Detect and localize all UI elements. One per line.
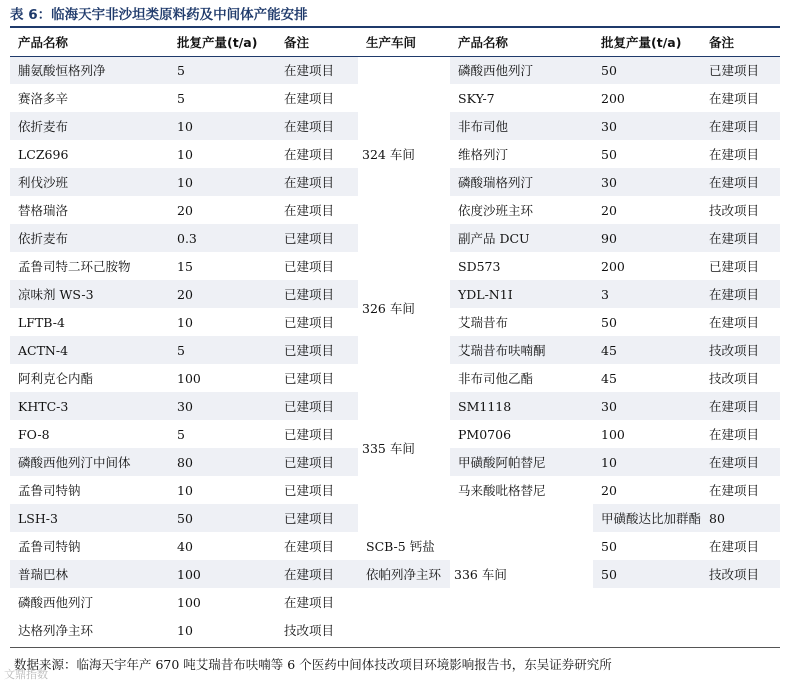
workshop-cell: 336 车间 <box>450 504 593 644</box>
capacity-left: 15 <box>169 252 276 280</box>
capacity-right <box>593 616 701 644</box>
product-right: 副产品 DCU <box>450 224 593 252</box>
product-left: 达格列净主环 <box>10 616 169 644</box>
note-left: 已建项目 <box>276 448 358 476</box>
capacity-right <box>593 588 701 616</box>
capacity-left: 10 <box>169 308 276 336</box>
capacity-right: 20 <box>593 476 701 504</box>
note-left: 已建项目 <box>276 420 358 448</box>
product-right: SKY-7 <box>450 84 593 112</box>
capacity-left: 40 <box>169 532 276 560</box>
note-right: 在建项目 <box>701 224 780 252</box>
note-right: 在建项目 <box>701 84 780 112</box>
product-left: 孟鲁司特钠 <box>10 476 169 504</box>
capacity-left: 10 <box>169 476 276 504</box>
note-right: 技改项目 <box>701 364 780 392</box>
product-left: 磷酸西他列汀中间体 <box>10 448 169 476</box>
note-right: 在建项目 <box>701 112 780 140</box>
capacity-left: 10 <box>169 168 276 196</box>
product-left: LCZ696 <box>10 140 169 168</box>
capacity-left: 100 <box>169 560 276 588</box>
capacity-left: 30 <box>169 392 276 420</box>
note-right <box>701 616 780 644</box>
header-note-right: 备注 <box>709 35 735 50</box>
product-left: 依折麦布 <box>10 112 169 140</box>
product-left: 利伐沙班 <box>10 168 169 196</box>
product-left: 依折麦布 <box>10 224 169 252</box>
product-left: 孟鲁司特二环己胺物 <box>10 252 169 280</box>
note-left: 在建项目 <box>276 112 358 140</box>
product-right: SM1118 <box>450 392 593 420</box>
note-right: 在建项目 <box>701 532 780 560</box>
capacity-right: 20 <box>593 196 701 224</box>
table-row <box>10 532 780 560</box>
capacity-left: 80 <box>169 448 276 476</box>
capacity-left: 100 <box>169 588 276 616</box>
note-right: 在建项目 <box>701 168 780 196</box>
capacity-right: 50 <box>593 308 701 336</box>
capacity-right: 90 <box>593 224 701 252</box>
capacity-right: 50 <box>593 140 701 168</box>
product-left: 孟鲁司特钠 <box>10 532 169 560</box>
product-right: 磷酸瑞格列汀 <box>450 168 593 196</box>
note-left: 在建项目 <box>276 560 358 588</box>
capacity-right: 30 <box>593 392 701 420</box>
note-right: 在建项目 <box>701 420 780 448</box>
header-capacity-left: 批复产量(t/a) <box>177 35 258 50</box>
product-left: ACTN-4 <box>10 336 169 364</box>
table-row <box>10 560 780 588</box>
note-left: 已建项目 <box>276 364 358 392</box>
note-left: 在建项目 <box>276 588 358 616</box>
watermark: 文鼎指数 <box>4 668 48 681</box>
table-row <box>10 56 780 84</box>
note-left: 在建项目 <box>276 140 358 168</box>
note-right: 在建项目 <box>701 140 780 168</box>
table-title: 表 6：临海天宇非沙坦类原料药及中间体产能安排 <box>10 7 308 23</box>
product-right: 依帕列净主环 <box>358 560 450 588</box>
note-left: 已建项目 <box>276 476 358 504</box>
header-product-left: 产品名称 <box>18 35 69 50</box>
product-right: 依度沙班主环 <box>450 196 593 224</box>
note-right: 在建项目 <box>701 392 780 420</box>
capacity-right: 30 <box>593 112 701 140</box>
note-left: 在建项目 <box>276 168 358 196</box>
product-right: 非布司他乙酯 <box>450 364 593 392</box>
capacity-table <box>10 28 780 644</box>
product-right: 甲磺酸阿帕替尼 <box>450 448 593 476</box>
capacity-left: 10 <box>169 616 276 644</box>
product-right: SCB-5 钙盐 <box>358 532 450 560</box>
product-left: 脯氨酸恒格列净 <box>10 56 169 84</box>
source-note: 数据来源：临海天宇年产 670 吨艾瑞昔布呋喃等 6 个医药中间体技改项目环境影响报告书，东吴证券研究所 <box>14 657 612 672</box>
capacity-left: 0.3 <box>169 224 276 252</box>
note-right: 已建项目 <box>701 252 780 280</box>
product-right: 马来酸吡格替尼 <box>450 476 593 504</box>
note-right: 在建项目 <box>701 308 780 336</box>
table-row <box>10 616 780 644</box>
note-right: 技改项目 <box>701 560 780 588</box>
note-right: 技改项目 <box>701 196 780 224</box>
product-left: 阿利克仑内酯 <box>10 364 169 392</box>
product-left: FO-8 <box>10 420 169 448</box>
product-right: 甲磺酸达比加群酯 <box>593 504 701 532</box>
product-right: SD573 <box>450 252 593 280</box>
capacity-left: 10 <box>169 140 276 168</box>
product-right <box>358 588 450 616</box>
table-row <box>10 364 780 392</box>
capacity-right: 50 <box>593 532 701 560</box>
header-rule <box>10 56 780 57</box>
product-right <box>358 616 450 644</box>
capacity-left: 5 <box>169 420 276 448</box>
capacity-left: 20 <box>169 280 276 308</box>
product-right: 艾瑞昔布 <box>450 308 593 336</box>
note-left: 已建项目 <box>276 308 358 336</box>
note-left: 已建项目 <box>276 504 358 532</box>
capacity-right: 200 <box>593 84 701 112</box>
product-right: 艾瑞昔布呋喃酮 <box>450 336 593 364</box>
note-left: 已建项目 <box>276 336 358 364</box>
capacity-right: 200 <box>593 252 701 280</box>
capacity-left: 5 <box>169 56 276 84</box>
product-right: 非布司他 <box>450 112 593 140</box>
note-left: 在建项目 <box>276 532 358 560</box>
product-right: PM0706 <box>450 420 593 448</box>
note-left: 在建项目 <box>276 56 358 84</box>
capacity-right: 80 <box>701 504 780 532</box>
capacity-right: 45 <box>593 336 701 364</box>
capacity-right: 3 <box>593 280 701 308</box>
note-right: 在建项目 <box>701 280 780 308</box>
capacity-left: 100 <box>169 364 276 392</box>
header-product-right: 产品名称 <box>458 35 509 50</box>
product-right: 磷酸西他列汀 <box>450 56 593 84</box>
capacity-left: 50 <box>169 504 276 532</box>
capacity-left: 5 <box>169 84 276 112</box>
note-left: 已建项目 <box>276 392 358 420</box>
product-left: LFTB-4 <box>10 308 169 336</box>
note-right: 在建项目 <box>701 448 780 476</box>
note-left: 技改项目 <box>276 616 358 644</box>
capacity-right: 10 <box>593 448 701 476</box>
workshop-cell: 335 车间 <box>358 364 450 532</box>
header-workshop: 生产车间 <box>366 35 417 50</box>
note-right <box>701 588 780 616</box>
capacity-right: 50 <box>593 560 701 588</box>
note-right: 技改项目 <box>701 336 780 364</box>
capacity-left: 5 <box>169 336 276 364</box>
product-left: 替格瑞洛 <box>10 196 169 224</box>
capacity-right: 30 <box>593 168 701 196</box>
note-right: 在建项目 <box>701 476 780 504</box>
note-left: 已建项目 <box>276 224 358 252</box>
header-note-left: 备注 <box>284 35 310 50</box>
product-left: 凉味剂 WS-3 <box>10 280 169 308</box>
product-left: 磷酸西他列汀 <box>10 588 169 616</box>
capacity-right: 50 <box>593 56 701 84</box>
note-left: 在建项目 <box>276 196 358 224</box>
product-left: KHTC-3 <box>10 392 169 420</box>
header-capacity-right: 批复产量(t/a) <box>601 35 682 50</box>
header-row <box>10 28 780 56</box>
table-row <box>10 588 780 616</box>
product-right: 维格列汀 <box>450 140 593 168</box>
note-left: 在建项目 <box>276 84 358 112</box>
note-left: 已建项目 <box>276 252 358 280</box>
table-row <box>10 252 780 280</box>
capacity-left: 10 <box>169 112 276 140</box>
capacity-right: 45 <box>593 364 701 392</box>
note-right: 已建项目 <box>701 56 780 84</box>
capacity-right: 100 <box>593 420 701 448</box>
capacity-left: 20 <box>169 196 276 224</box>
product-left: 普瑞巴林 <box>10 560 169 588</box>
product-left: LSH-3 <box>10 504 169 532</box>
workshop-cell: 326 车间 <box>358 252 450 364</box>
bottom-rule <box>10 647 780 648</box>
product-left: 赛洛多辛 <box>10 84 169 112</box>
product-right: YDL-N1I <box>450 280 593 308</box>
workshop-cell: 324 车间 <box>358 56 450 252</box>
note-left: 已建项目 <box>276 280 358 308</box>
